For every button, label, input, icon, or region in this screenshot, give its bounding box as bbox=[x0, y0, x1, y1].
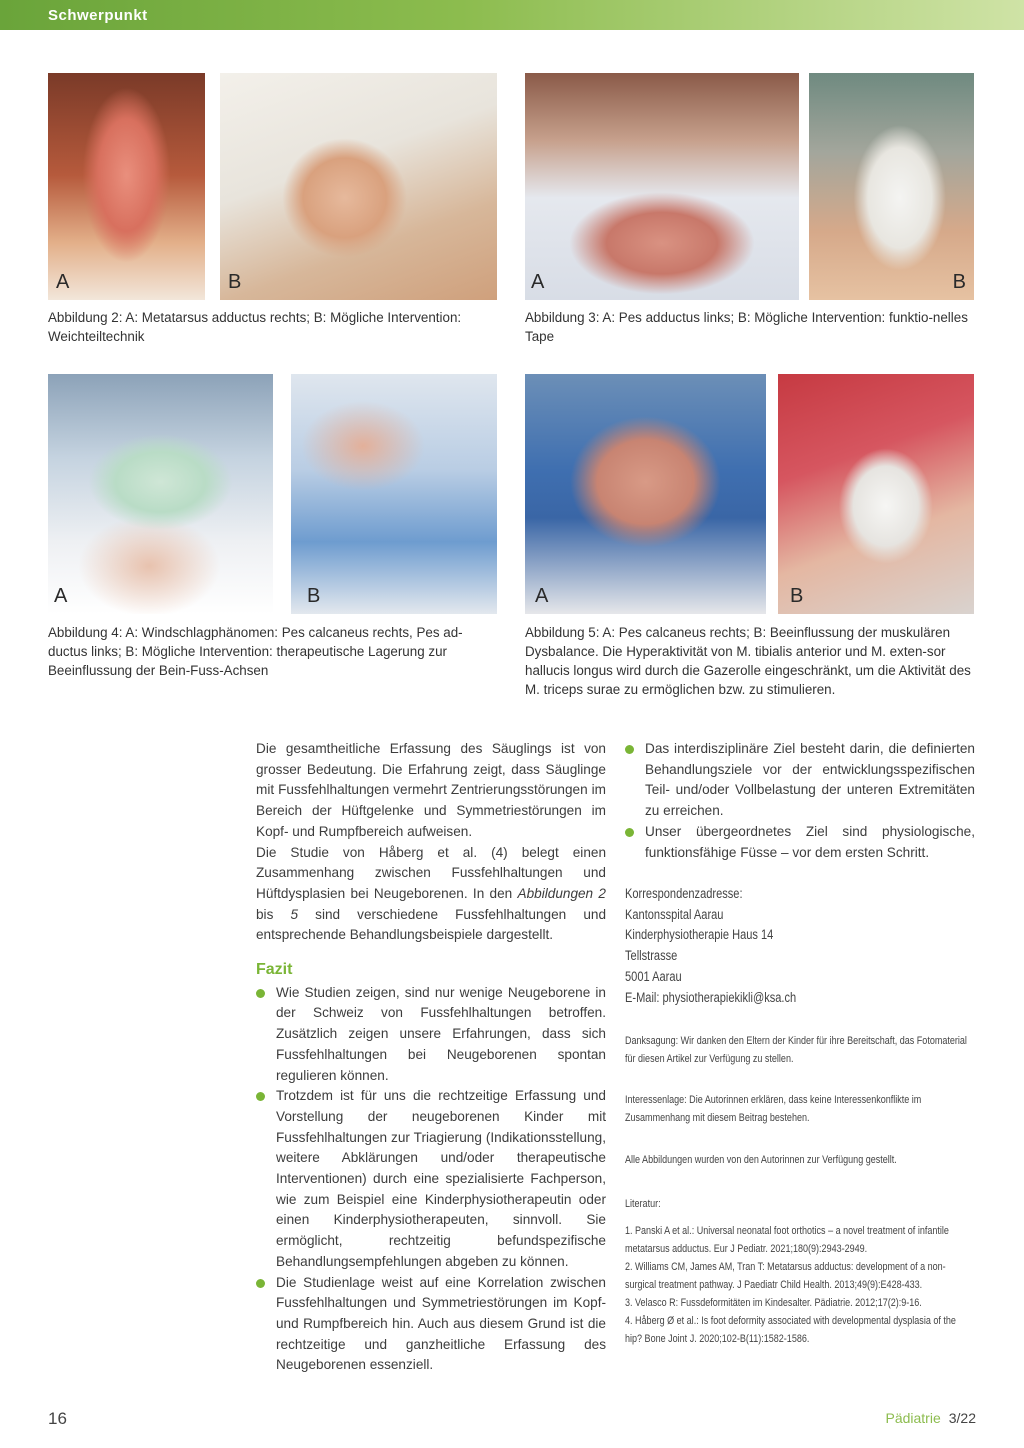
bullet-dot bbox=[256, 1279, 265, 1288]
goal-item-2-text: Unser übergeordnetes Ziel sind physiologische, funktionsfähige Füsse – vor dem ersten Schritt. bbox=[645, 823, 975, 860]
fig2-photo-b bbox=[220, 73, 497, 300]
images-text: Alle Abbildungen wurden von den Autorinnen zur Verfügung gestellt. bbox=[625, 1154, 897, 1166]
bullet-dot bbox=[625, 828, 634, 837]
bullet-dot bbox=[256, 1092, 265, 1101]
fazit-heading: Fazit bbox=[256, 961, 293, 979]
page-number: 16 bbox=[48, 1409, 67, 1428]
fazit-list bbox=[256, 983, 606, 1376]
goals-list bbox=[625, 739, 975, 863]
fig2-panel-a-label: A bbox=[56, 271, 70, 293]
figure-reference-5: 5 bbox=[290, 906, 299, 922]
issue-number: 3/22 bbox=[948, 1410, 976, 1426]
fig5-panel-a-label: A bbox=[535, 585, 549, 607]
literature-ref-2: 2. Williams CM, James AM, Tran T: Metatarsus adductus: development of a non-surgical treatment pathway. J Paediatr Child Health. 2013;49(9):E428-433. bbox=[625, 1261, 946, 1291]
goal-item-1-text: Das interdisziplinäre Ziel besteht darin, die definierten Behandlungsziele vor der entwicklungsspezifischen Teil- und/oder Vollbelastung der unteren Extremitäten zu erreichen. bbox=[645, 741, 975, 819]
interests-text: Interessenlage: Die Autorinnen erklären, dass keine Interessenkonflikte im Zusammenhang mit diesem Beitrag bestehen. bbox=[625, 1094, 922, 1124]
fazit-item-1 bbox=[256, 983, 606, 1087]
fazit-item-2-text: Trotzdem ist für uns die rechtzeitige Erfassung und Vorstellung der neugeborenen Kinder mit Fussfehlhaltungen zur Triagierung (Indikationsstellung, weitere Abklärungen und/oder therapeutische Interventionen) durch eine spezialisierte Fachperson, wie zum Beispiel eine Kinderphysiotherapeutin oder einen Kinderphysiotherapeuten, sinnvoll. Sie ermöglicht, rechtzeitig befundspezifische Behandlungsempfehlungen abgeben zu können. bbox=[276, 1088, 606, 1269]
fig5-photo-a bbox=[525, 374, 766, 614]
contact-block bbox=[625, 884, 975, 1008]
fig5-photo-b bbox=[778, 374, 974, 614]
interests-note bbox=[625, 1091, 975, 1127]
contact-line-1: Kantonsspital Aarau bbox=[625, 906, 724, 922]
fig3-photo-b bbox=[809, 73, 974, 300]
thanks-text: Danksagung: Wir danken den Eltern der Kinder für ihre Bereitschaft, das Fotomaterial für diesen Artikel zur Verfügung zu stellen. bbox=[625, 1035, 967, 1065]
fig5-panel-b-label: B bbox=[790, 585, 804, 607]
goal-item-2 bbox=[625, 822, 975, 863]
contact-label: Korrespondenzadresse: bbox=[625, 886, 743, 901]
fig3-photo-a bbox=[525, 73, 799, 300]
magazine-footer bbox=[885, 1410, 976, 1426]
fig4-caption: Abbildung 4: A: Windschlagphänomen: Pes calcaneus rechts, Pes ad-ductus links; B: Mögliche Intervention: therapeutische Lagerung zur Beeinflussung der Bein-Fuss-Achsen bbox=[48, 625, 463, 678]
bullet-dot bbox=[256, 989, 265, 998]
figure-reference-2: Abbildungen 2 bbox=[517, 885, 606, 901]
fig4-panel-b-label: B bbox=[307, 585, 321, 607]
fig4-photo-a bbox=[48, 374, 273, 614]
fig3-caption: Abbildung 3: A: Pes adductus links; B: Mögliche Intervention: funktio-nelles Tape bbox=[525, 310, 968, 344]
fig2-caption: Abbildung 2: A: Metatarsus adductus rechts; B: Mögliche Intervention: Weichteiltechnik bbox=[48, 310, 462, 344]
section-header-bar bbox=[0, 0, 1024, 30]
fig5-caption: Abbildung 5: A: Pes calcaneus rechts; B: Beeinflussung der muskulären Dysbalance. Die Hyperaktivität von M. tibialis anterior und M. exten-sor hallucis longus wird durch die Gazerolle eingeschränkt, um die Aktivität des M. triceps surae zu ermöglichen bzw. zu stimulieren. bbox=[525, 625, 971, 697]
fazit-item-3-text: Die Studienlage weist auf eine Korrelation zwischen Fussfehlhaltungen und Symmetriestörungen im Kopf- und Rumpfbereich hin. Auch aus diesem Grund ist die rechtzeitige und ganzheitliche Erfassung des Neugeborenen essenziell. bbox=[276, 1274, 606, 1373]
literature-ref-1: 1. Panski A et al.: Universal neonatal foot orthotics – a novel treatment of infantile metatarsus adductus. Eur J Pediatr. 2021;180(9):2943-2949. bbox=[625, 1225, 949, 1255]
goal-item-1 bbox=[625, 739, 975, 822]
fazit-item-1-text: Wie Studien zeigen, sind nur wenige Neugeborene in der Schweiz von Fussfehlhaltungen betroffen. Zusätzlich zeigen unsere Erfahrungen, dass sich Fussfehlhaltungen bei Neugeborenen spontan regulieren können. bbox=[276, 984, 606, 1083]
thanks-note bbox=[625, 1032, 975, 1068]
fig3-panel-a-label: A bbox=[531, 271, 545, 293]
body-paragraph-2-mid: bis bbox=[256, 906, 291, 922]
contact-line-2: Kinderphysiotherapie Haus 14 bbox=[625, 927, 774, 943]
body-paragraph-1: Die gesamtheitliche Erfassung des Säuglings ist von grosser Bedeutung. Die Erfahrung zeigt, dass Säuglinge mit Fussfehlhaltungen vermehrt Zentrierungsstörungen im Bereich der Hüftgelenke und Symmetriestörungen im Kopf- und Rumpfbereich aufweisen. bbox=[256, 741, 606, 839]
literature-block bbox=[625, 1195, 975, 1348]
body-column-left bbox=[256, 739, 606, 1376]
fazit-item-2 bbox=[256, 1086, 606, 1272]
contact-line-4: 5001 Aarau bbox=[625, 968, 682, 984]
fig2-panel-b-label: B bbox=[228, 271, 242, 293]
body-paragraph-2-start: Die Studie von Håberg et al. (4) belegt einen Zusammenhang zwischen Fussfehlhaltungen und Hüftdysplasien bei Neugeborenen. In den bbox=[256, 844, 606, 901]
fig2-photo-a bbox=[48, 73, 205, 300]
fig4-photo-b bbox=[291, 374, 497, 614]
literature-ref-4: 4. Håberg Ø et al.: Is foot deformity associated with developmental dysplasia of the hip? Bone Joint J. 2020;102-B(11):1582-1586. bbox=[625, 1315, 956, 1345]
body-paragraph-2-end: sind verschiedene Fussfehlhaltungen und entsprechende Behandlungsbeispiele dargestellt. bbox=[256, 906, 606, 943]
section-label: Schwerpunkt bbox=[48, 7, 148, 24]
literature-ref-3: 3. Velasco R: Fussdeformitäten im Kindesalter. Pädiatrie. 2012;17(2):9-16. bbox=[625, 1297, 922, 1309]
magazine-name: Pädiatrie bbox=[885, 1410, 941, 1426]
contact-line-3: Tellstrasse bbox=[625, 948, 678, 964]
body-paragraph-2 bbox=[256, 843, 606, 947]
contact-email: E-Mail: physiotherapiekikli@ksa.ch bbox=[625, 989, 797, 1005]
body-column-right bbox=[625, 739, 975, 863]
literature-label: Literatur: bbox=[625, 1198, 661, 1210]
fazit-item-3 bbox=[256, 1273, 606, 1377]
fig4-panel-a-label: A bbox=[54, 585, 68, 607]
fig3-panel-b-label: B bbox=[952, 271, 966, 293]
bullet-dot bbox=[625, 745, 634, 754]
images-note bbox=[625, 1151, 975, 1169]
